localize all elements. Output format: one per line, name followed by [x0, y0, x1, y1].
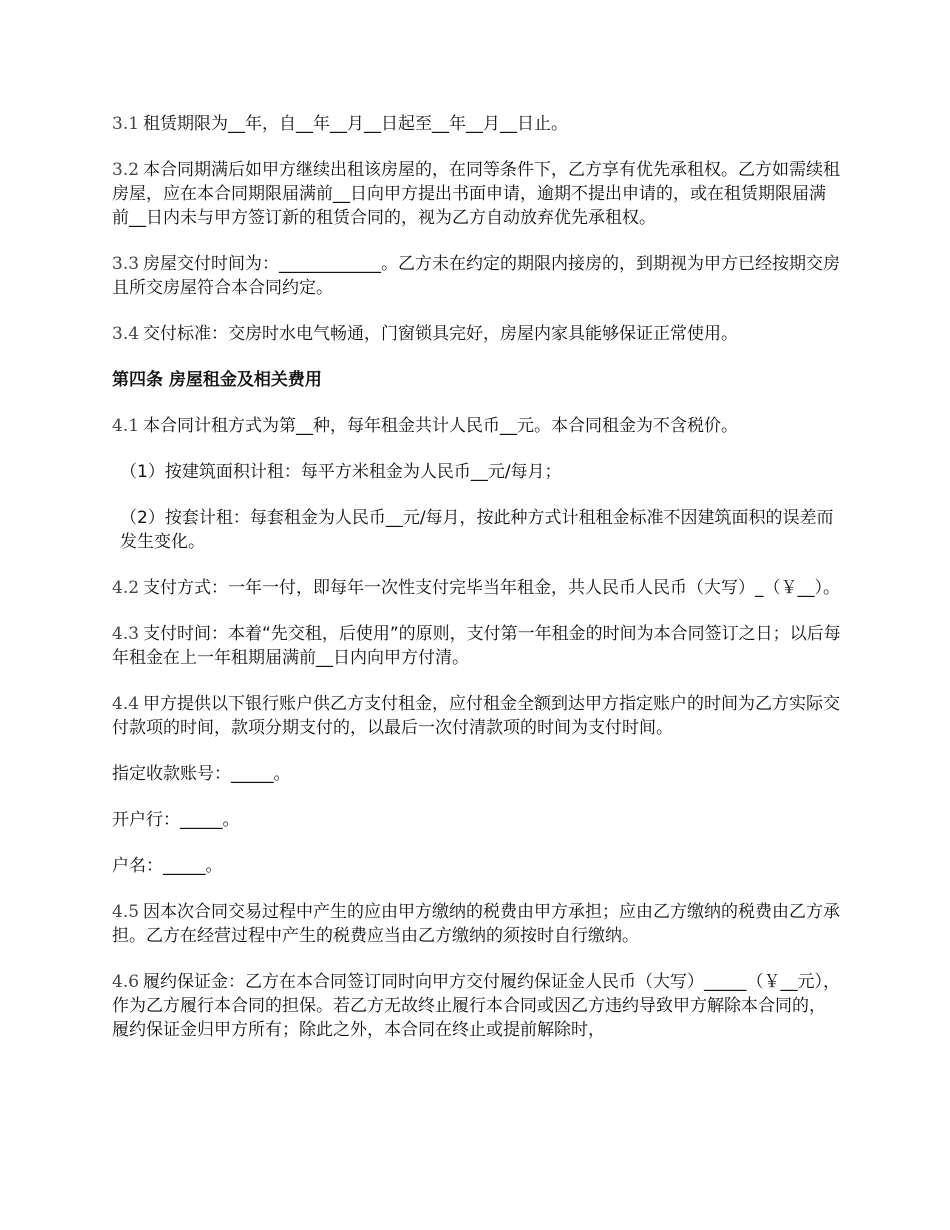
clause-text: 租赁期限为__年，自__年__月__日起至__年__月__日止。: [143, 114, 569, 134]
document-page: [112, 112, 842, 1064]
clause-4-4: [112, 692, 842, 740]
clause-number: 4.1: [112, 416, 140, 436]
account-holder-line: 户名：_____。: [112, 856, 223, 876]
clause-text: 因本次合同交易过程中产生的应由甲方缴纳的税费由甲方承担；应由乙方缴纳的税费由乙方承担。乙方在经营过程中产生的税费应当由乙方缴纳的须按时自行缴纳。: [112, 902, 841, 946]
clause-4-6: [112, 970, 842, 1042]
account-number-line: 指定收款账号：_____。: [112, 764, 291, 784]
bank-line: 开户行：_____。: [112, 810, 240, 830]
clause-text: 支付方式：一年一付，即每年一次性支付完毕当年租金，共人民币人民币（大写）_（￥__）。: [143, 578, 841, 598]
option-1: （1）按建筑面积计租：每平方米租金为人民币__元/每月；: [120, 462, 562, 482]
clause-number: 4.4: [112, 694, 140, 714]
clause-4-5: [112, 900, 842, 948]
clause-text: 交付标准：交房时水电气畅通，门窗锁具完好，房屋内家具能够保证正常使用。: [143, 324, 739, 344]
clause-4-1: [112, 414, 842, 438]
clause-3-2: [112, 158, 842, 230]
clause-4-3: [112, 622, 842, 670]
clause-4-2: [112, 576, 842, 600]
clause-text: 支付时间：本着“先交租，后使用”的原则，支付第一年租金的时间为本合同签订之日；以后每年租金在上一年租期届满前__日内向甲方付清。: [112, 624, 841, 668]
clause-number: 3.2: [112, 160, 140, 180]
clause-text: 房屋交付时间为：____________。乙方未在约定的期限内接房的，到期视为甲方已经按期交房且所交房屋符合本合同约定。: [112, 254, 841, 298]
clause-number: 4.5: [112, 902, 140, 922]
clause-3-4: [112, 322, 842, 346]
clause-number: 3.4: [112, 324, 140, 344]
clause-text: 甲方提供以下银行账户供乙方支付租金，应付租金全额到达甲方指定账户的时间为乙方实际交付款项的时间，款项分期支付的，以最后一次付清款项的时间为支付时间。: [112, 694, 841, 738]
option-2: （2）按套计租：每套租金为人民币__元/每月，按此种方式计租租金标准不因建筑面积的误差而发生变化。: [120, 508, 834, 552]
clause-text: 本合同期满后如甲方继续出租该房屋的，在同等条件下，乙方享有优先承租权。乙方如需续租房屋，应在本合同期限届满前__日向甲方提出书面申请，逾期不提出申请的，或在租赁期限届满前__日内未与甲方签订新的租赁合同的，视为乙方自动放弃优先承租权。: [112, 160, 841, 228]
clause-text: 履约保证金：乙方在本合同签订同时向甲方交付履约保证金人民币（大写）_____（￥__元），作为乙方履行本合同的担保。若乙方无故终止履行本合同或因乙方违约导致甲方解除本合同的，履约保证金归甲方所有；除此之外，本合同在终止或提前解除时，: [112, 972, 841, 1040]
clause-3-1: [112, 112, 842, 136]
clause-3-3: [112, 252, 842, 300]
clause-text: 本合同计租方式为第__种，每年租金共计人民币__元。本合同租金为不含税价。: [143, 416, 739, 436]
clause-number: 4.3: [112, 624, 140, 644]
clause-number: 3.3: [112, 254, 140, 274]
clause-number: 3.1: [112, 114, 140, 134]
clause-number: 4.6: [112, 972, 140, 992]
section-heading: 第四条 房屋租金及相关费用: [112, 370, 322, 390]
clause-number: 4.2: [112, 578, 140, 598]
